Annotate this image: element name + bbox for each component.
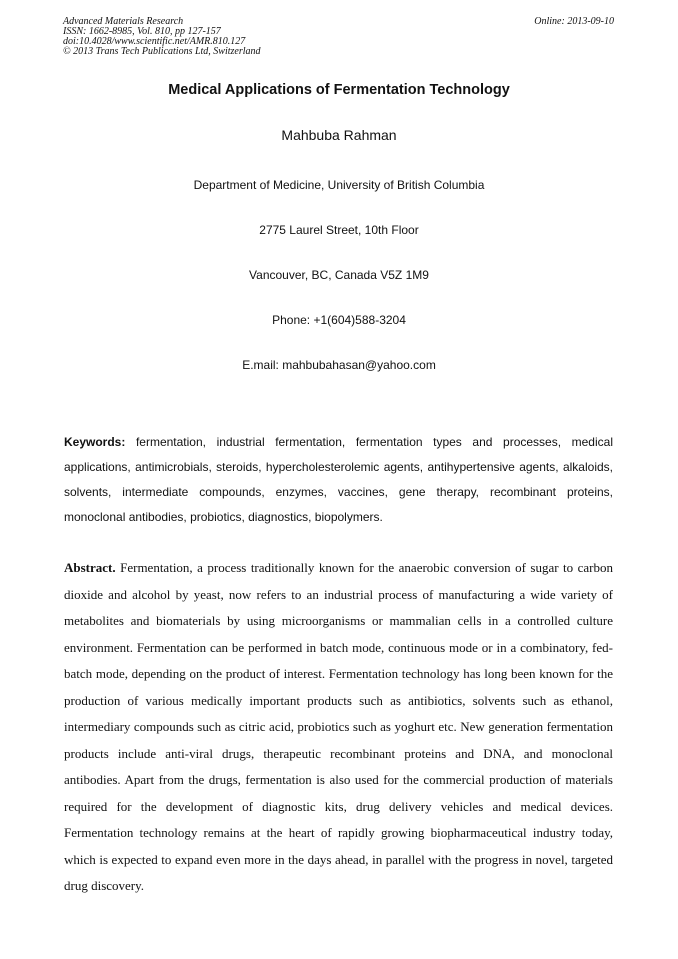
keywords-text: fermentation, industrial fermentation, fermentation types and processes, medical applications, antimicrobials, steroids, hypercholesterolemic agents, antihypertensive agents, alkaloids, solvents, intermediate compounds, enzymes, vaccines, gene therapy, recombinant proteins, monoclonal antibodies, probiotics, diagnostics, biopolymers. [64, 435, 613, 524]
paper-title: Medical Applications of Fermentation Technology [168, 82, 510, 98]
affiliation-city: Vancouver, BC, Canada V5Z 1M9 [249, 268, 429, 282]
abstract-text: Fermentation, a process traditionally known for the anaerobic conversion of sugar to carbon dioxide and alcohol by yeast, now refers to an industrial process of manufacturing a wide variety of metabolites and biomaterials by using microorganisms or mammalian cells in a controlled culture environment. Fermentation can be performed in batch mode, continuous mode or in a combinatory, fed-batch mode, depending on the product of interest. Fermentation technology has long been known for the production of various medically important products such as antibiotics, solvents such as ethanol, intermediary compounds such as citric acid, probiotics such as yoghurt etc. New generation fermentation products include anti-viral drugs, therapeutic recombinant proteins and DNA, and monoclonal antibodies. Apart from the drugs, fermentation is also used for the commercial production of materials required for the development of diagnostic kits, drug delivery vehicles and medical devices. Fermentation technology remains at the heart of rapidly growing biopharmaceutical industry today, which is expected to expand even more in the days ahead, in parallel with the progress in novel, targeted drug discovery. [64, 560, 613, 893]
journal-name: Advanced Materials Research [63, 16, 184, 27]
abstract-paragraph [64, 555, 613, 900]
affiliation-email: E.mail: mahbubahasan@yahoo.com [242, 358, 436, 372]
affiliation-phone: Phone: +1(604)588-3204 [272, 313, 406, 327]
online-date [514, 17, 614, 27]
affiliation-street: 2775 Laurel Street, 10th Floor [259, 223, 419, 237]
keywords-paragraph [64, 430, 613, 530]
keywords-label: Keywords: [64, 435, 126, 449]
issn-line: ISSN: 1662-8985, Vol. 810, pp 127-157 [63, 26, 221, 37]
online-date-text: Online: 2013-09-10 [534, 16, 614, 27]
affiliation-department: Department of Medicine, University of British Columbia [193, 178, 485, 192]
author-name: Mahbuba Rahman [281, 127, 397, 143]
doi-line: doi:10.4028/www.scientific.net/AMR.810.127 [63, 36, 246, 47]
copyright-line: © 2013 Trans Tech Publications Ltd, Switzerland [63, 46, 261, 57]
journal-header [63, 17, 261, 57]
abstract-label: Abstract. [64, 560, 116, 575]
